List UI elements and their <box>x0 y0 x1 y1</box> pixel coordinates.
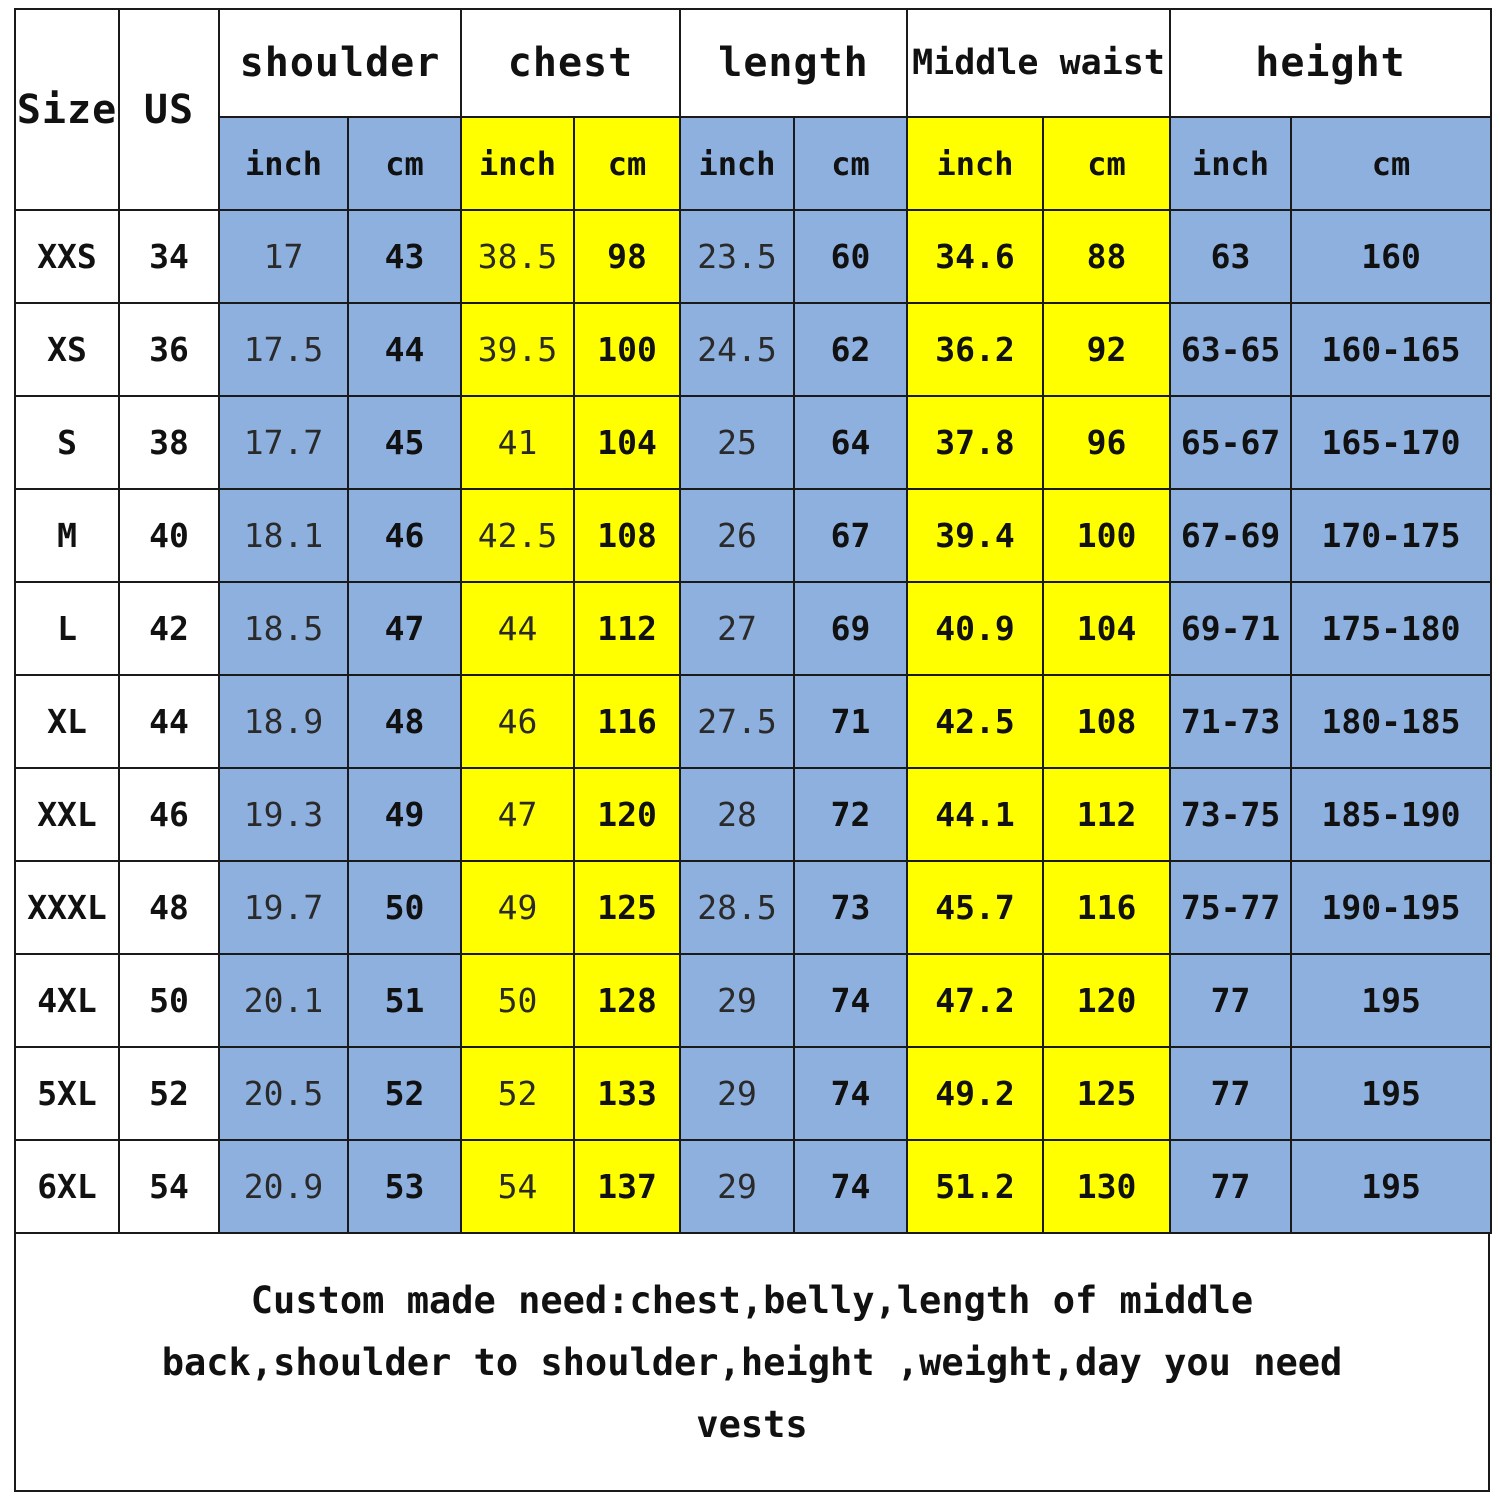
us-size-cell: 50 <box>119 954 219 1047</box>
measurement-cell: 88 <box>1043 210 1170 303</box>
measurement-cell: 67 <box>794 489 907 582</box>
measurement-cell: 125 <box>1043 1047 1170 1140</box>
measurement-cell: 45.7 <box>907 861 1043 954</box>
table-row <box>15 954 1491 1047</box>
measurement-cell: 29 <box>680 1140 794 1233</box>
measurement-cell: 24.5 <box>680 303 794 396</box>
measurement-cell: 52 <box>348 1047 461 1140</box>
table-row <box>15 1047 1491 1140</box>
measurement-cell: 185-190 <box>1291 768 1491 861</box>
measurement-cell: 42.5 <box>461 489 574 582</box>
measurement-cell: 47.2 <box>907 954 1043 1047</box>
measurement-cell: 73 <box>794 861 907 954</box>
unit-header: cm <box>794 117 907 210</box>
measurement-cell: 130 <box>1043 1140 1170 1233</box>
measurement-cell: 104 <box>574 396 680 489</box>
measurement-cell: 195 <box>1291 954 1491 1047</box>
table-row <box>15 675 1491 768</box>
measurement-cell: 96 <box>1043 396 1170 489</box>
measurement-cell: 63-65 <box>1170 303 1291 396</box>
measurement-cell: 69-71 <box>1170 582 1291 675</box>
measurement-cell: 44 <box>461 582 574 675</box>
table-row <box>15 303 1491 396</box>
unit-header: inch <box>461 117 574 210</box>
measurement-cell: 52 <box>461 1047 574 1140</box>
measurement-cell: 42.5 <box>907 675 1043 768</box>
size-cell: XXXL <box>15 861 119 954</box>
measurement-cell: 25 <box>680 396 794 489</box>
measurement-cell: 74 <box>794 1140 907 1233</box>
measurement-cell: 112 <box>574 582 680 675</box>
measurement-cell: 19.7 <box>219 861 348 954</box>
measurement-cell: 112 <box>1043 768 1170 861</box>
measurement-cell: 116 <box>1043 861 1170 954</box>
measurement-cell: 71 <box>794 675 907 768</box>
table-row <box>15 582 1491 675</box>
us-size-cell: 36 <box>119 303 219 396</box>
measurement-cell: 108 <box>574 489 680 582</box>
custom-made-note <box>16 1236 1488 1490</box>
measurement-cell: 74 <box>794 954 907 1047</box>
measurement-cell: 108 <box>1043 675 1170 768</box>
measurement-cell: 170-175 <box>1291 489 1491 582</box>
measurement-cell: 23.5 <box>680 210 794 303</box>
measurement-cell: 40.9 <box>907 582 1043 675</box>
measurement-cell: 116 <box>574 675 680 768</box>
table-row <box>15 768 1491 861</box>
measurement-cell: 20.5 <box>219 1047 348 1140</box>
measurement-cell: 49 <box>461 861 574 954</box>
measurement-cell: 60 <box>794 210 907 303</box>
measurement-cell: 75-77 <box>1170 861 1291 954</box>
measurement-cell: 195 <box>1291 1140 1491 1233</box>
unit-header-row <box>15 117 1491 210</box>
size-cell: 5XL <box>15 1047 119 1140</box>
measurement-cell: 36.2 <box>907 303 1043 396</box>
unit-header: inch <box>680 117 794 210</box>
measurement-cell: 133 <box>574 1047 680 1140</box>
measurement-cell: 39.5 <box>461 303 574 396</box>
measurement-cell: 45 <box>348 396 461 489</box>
unit-header: inch <box>219 117 348 210</box>
size-cell: XL <box>15 675 119 768</box>
table-row <box>15 1140 1491 1233</box>
table-row <box>15 396 1491 489</box>
measurement-cell: 20.1 <box>219 954 348 1047</box>
measurement-cell: 49.2 <box>907 1047 1043 1140</box>
measurement-cell: 65-67 <box>1170 396 1291 489</box>
unit-header: inch <box>1170 117 1291 210</box>
custom-made-note-text: Custom made need:chest,belly,length of middle back,shoulder to shoulder,height ,weight,day you need vests <box>161 1279 1343 1446</box>
measurement-cell: 18.9 <box>219 675 348 768</box>
measurement-cell: 37.8 <box>907 396 1043 489</box>
measurement-cell: 71-73 <box>1170 675 1291 768</box>
measurement-cell: 50 <box>461 954 574 1047</box>
measurement-cell: 120 <box>574 768 680 861</box>
size-cell: M <box>15 489 119 582</box>
measurement-cell: 41 <box>461 396 574 489</box>
measurement-cell: 20.9 <box>219 1140 348 1233</box>
table-row <box>15 489 1491 582</box>
us-header: US <box>119 9 219 210</box>
measurement-cell: 46 <box>461 675 574 768</box>
measurement-cell: 180-185 <box>1291 675 1491 768</box>
us-size-cell: 44 <box>119 675 219 768</box>
measurement-cell: 47 <box>348 582 461 675</box>
us-size-cell: 42 <box>119 582 219 675</box>
unit-header: cm <box>1291 117 1491 210</box>
measurement-cell: 27 <box>680 582 794 675</box>
us-size-cell: 46 <box>119 768 219 861</box>
measurement-cell: 19.3 <box>219 768 348 861</box>
size-header: Size <box>15 9 119 210</box>
measurement-cell: 46 <box>348 489 461 582</box>
unit-header: cm <box>1043 117 1170 210</box>
measurement-cell: 137 <box>574 1140 680 1233</box>
measurement-cell: 34.6 <box>907 210 1043 303</box>
measurement-cell: 17.5 <box>219 303 348 396</box>
measurement-cell: 53 <box>348 1140 461 1233</box>
measurement-cell: 28 <box>680 768 794 861</box>
size-cell: 4XL <box>15 954 119 1047</box>
measurement-cell: 175-180 <box>1291 582 1491 675</box>
size-table <box>14 8 1492 1234</box>
measurement-cell: 64 <box>794 396 907 489</box>
size-chart <box>14 8 1490 1492</box>
measurement-cell: 47 <box>461 768 574 861</box>
measurement-cell: 63 <box>1170 210 1291 303</box>
measurement-cell: 17 <box>219 210 348 303</box>
measurement-cell: 67-69 <box>1170 489 1291 582</box>
us-size-cell: 48 <box>119 861 219 954</box>
group-header-chest: chest <box>461 9 680 117</box>
measurement-cell: 51.2 <box>907 1140 1043 1233</box>
measurement-cell: 44.1 <box>907 768 1043 861</box>
measurement-cell: 27.5 <box>680 675 794 768</box>
measurement-cell: 73-75 <box>1170 768 1291 861</box>
group-header-row <box>15 9 1491 117</box>
us-size-cell: 52 <box>119 1047 219 1140</box>
size-cell: XXS <box>15 210 119 303</box>
table-row <box>15 210 1491 303</box>
measurement-cell: 69 <box>794 582 907 675</box>
measurement-cell: 104 <box>1043 582 1170 675</box>
measurement-cell: 77 <box>1170 954 1291 1047</box>
measurement-cell: 29 <box>680 954 794 1047</box>
measurement-cell: 38.5 <box>461 210 574 303</box>
measurement-cell: 120 <box>1043 954 1170 1047</box>
measurement-cell: 62 <box>794 303 907 396</box>
measurement-cell: 43 <box>348 210 461 303</box>
measurement-cell: 44 <box>348 303 461 396</box>
group-header-length: length <box>680 9 907 117</box>
measurement-cell: 48 <box>348 675 461 768</box>
measurement-cell: 77 <box>1170 1047 1291 1140</box>
size-cell: XS <box>15 303 119 396</box>
size-cell: S <box>15 396 119 489</box>
measurement-cell: 54 <box>461 1140 574 1233</box>
measurement-cell: 165-170 <box>1291 396 1491 489</box>
unit-header: inch <box>907 117 1043 210</box>
measurement-cell: 100 <box>1043 489 1170 582</box>
unit-header: cm <box>574 117 680 210</box>
measurement-cell: 50 <box>348 861 461 954</box>
size-cell: 6XL <box>15 1140 119 1233</box>
measurement-cell: 125 <box>574 861 680 954</box>
size-cell: XXL <box>15 768 119 861</box>
measurement-cell: 92 <box>1043 303 1170 396</box>
us-size-cell: 40 <box>119 489 219 582</box>
us-size-cell: 38 <box>119 396 219 489</box>
measurement-cell: 28.5 <box>680 861 794 954</box>
measurement-cell: 195 <box>1291 1047 1491 1140</box>
table-body <box>15 210 1491 1233</box>
table-row <box>15 861 1491 954</box>
measurement-cell: 190-195 <box>1291 861 1491 954</box>
measurement-cell: 29 <box>680 1047 794 1140</box>
measurement-cell: 39.4 <box>907 489 1043 582</box>
measurement-cell: 51 <box>348 954 461 1047</box>
measurement-cell: 18.5 <box>219 582 348 675</box>
measurement-cell: 18.1 <box>219 489 348 582</box>
unit-header: cm <box>348 117 461 210</box>
group-header-shoulder: shoulder <box>219 9 461 117</box>
us-size-cell: 54 <box>119 1140 219 1233</box>
measurement-cell: 77 <box>1170 1140 1291 1233</box>
size-cell: L <box>15 582 119 675</box>
measurement-cell: 72 <box>794 768 907 861</box>
measurement-cell: 49 <box>348 768 461 861</box>
measurement-cell: 160 <box>1291 210 1491 303</box>
measurement-cell: 98 <box>574 210 680 303</box>
group-header-middle-waist: Middle waist <box>907 9 1170 117</box>
measurement-cell: 100 <box>574 303 680 396</box>
group-header-height: height <box>1170 9 1491 117</box>
measurement-cell: 26 <box>680 489 794 582</box>
measurement-cell: 128 <box>574 954 680 1047</box>
measurement-cell: 17.7 <box>219 396 348 489</box>
measurement-cell: 160-165 <box>1291 303 1491 396</box>
measurement-cell: 74 <box>794 1047 907 1140</box>
us-size-cell: 34 <box>119 210 219 303</box>
